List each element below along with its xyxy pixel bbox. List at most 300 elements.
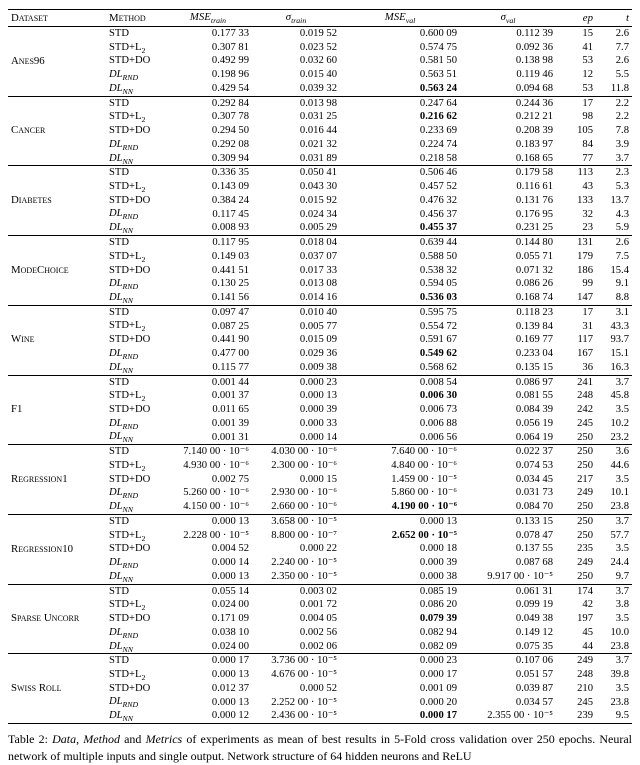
- value-cell-sigma-val: 0.049 38: [515, 613, 553, 625]
- value-cell-ep: 12: [582, 69, 593, 81]
- value-cell-mse-train: 0.292 08: [211, 138, 249, 150]
- value-cell-sigma-train: 4.676 00 · 10⁻⁵: [271, 669, 337, 681]
- value-cell-mse-train: 0.171 09: [211, 613, 249, 625]
- value-cell-mse-train: 0.024 00: [211, 640, 249, 652]
- value-cell-sigma-train: 0.004 05: [299, 613, 337, 625]
- value-cell-sigma-train: 2.436 00 · 10⁻⁵: [271, 710, 337, 722]
- value-cell-sigma-val: 0.086 26: [515, 278, 553, 290]
- method-label: STD+DO: [109, 334, 151, 346]
- value-cell-sigma-val: 0.133 15: [515, 516, 553, 528]
- value-cell-ep: 31: [582, 320, 593, 332]
- value-cell-sigma-train: 0.019 52: [299, 28, 337, 39]
- value-cell-mse-val: 0.457 52: [419, 181, 457, 193]
- value-cell-sigma-train: 0.029 36: [299, 347, 337, 359]
- value-cell-mse-train: 0.149 03: [211, 250, 249, 262]
- value-cell-ep: 179: [577, 250, 593, 262]
- value-cell-sigma-train: 0.005 77: [299, 320, 337, 332]
- method-label: $STD+L_2$: [109, 529, 146, 543]
- value-cell-mse-val: 0.581 50: [419, 55, 457, 67]
- value-cell-ep: 235: [577, 543, 593, 555]
- value-cell-sigma-val: 0.131 76: [515, 194, 553, 206]
- value-cell-sigma-train: 3.736 00 · 10⁻⁵: [271, 655, 337, 667]
- value-cell-ep: 250: [577, 501, 593, 513]
- method-label: STD+DO: [109, 613, 151, 625]
- value-cell-sigma-val: 0.071 32: [515, 264, 553, 276]
- method-label: $STD+L_2$: [109, 250, 146, 264]
- value-cell-mse-train: 0.012 37: [211, 682, 249, 694]
- value-cell-t: 3.5: [615, 543, 629, 555]
- value-cell-sigma-val: 0.081 55: [515, 390, 553, 402]
- caption-segment: of experiments as mean of best results in 5-Fold cross validation over 250 epochs. Neural network of multiple inputs and single output. Network structure of 64 hidden neurons and ReLU: [8, 732, 633, 764]
- value-cell-ep: 250: [577, 529, 593, 541]
- value-cell-t: 39.8: [610, 669, 629, 681]
- value-cell-t: 10.1: [610, 487, 629, 499]
- value-cell-t: 8.8: [615, 292, 629, 304]
- caption-segment: ,: [76, 732, 84, 747]
- value-cell-mse-train: 0.441 51: [211, 264, 249, 276]
- method-label: STD+DO: [109, 55, 151, 67]
- value-cell-mse-train: 0.292 84: [211, 97, 249, 109]
- method-label: $DL_{NN}$: [109, 82, 133, 96]
- method-label: STD: [109, 97, 130, 109]
- value-cell-sigma-train: 2.930 00 · 10⁻⁶: [271, 487, 337, 499]
- value-cell-sigma-val: 0.064 19: [515, 431, 553, 443]
- value-cell-sigma-train: 0.039 32: [299, 83, 337, 95]
- value-cell-mse-train: 0.309 94: [211, 152, 249, 164]
- method-label: $DL_{NN}$: [109, 501, 133, 515]
- value-cell-mse-val: 0.082 94: [419, 626, 457, 638]
- value-cell-mse-val: 0.006 30: [419, 390, 457, 402]
- method-label: $DL_{NN}$: [109, 640, 133, 654]
- value-cell-sigma-train: 0.043 30: [299, 181, 337, 193]
- value-cell-sigma-val: 0.135 15: [515, 361, 553, 373]
- value-cell-ep: 197: [577, 613, 593, 625]
- value-cell-ep: 250: [577, 446, 593, 458]
- value-cell-t: 45.8: [610, 390, 629, 402]
- value-cell-mse-val: 0.000 39: [419, 557, 457, 569]
- value-cell-ep: 23: [582, 222, 593, 234]
- value-cell-sigma-val: 0.112 39: [516, 28, 553, 39]
- value-cell-sigma-val: 0.168 74: [515, 292, 553, 304]
- method-label: STD: [109, 167, 130, 179]
- value-cell-mse-val: 0.554 72: [419, 320, 457, 332]
- value-cell-sigma-train: 0.000 22: [299, 543, 337, 555]
- dataset-label: Sparse Uncorr: [11, 612, 80, 625]
- value-cell-t: 3.5: [615, 473, 629, 485]
- value-cell-ep: 98: [582, 111, 593, 123]
- value-cell-t: 7.7: [615, 41, 629, 53]
- value-cell-mse-train: 0.143 09: [211, 181, 249, 193]
- value-cell-mse-train: 0.336 35: [211, 167, 249, 179]
- dataset-label: Anes96: [11, 54, 45, 67]
- column-header-sigma-train: $\sigma_{train}$: [285, 11, 307, 26]
- value-cell-mse-val: 0.536 03: [419, 292, 457, 304]
- value-cell-t: 11.8: [610, 83, 629, 95]
- value-cell-sigma-val: 0.061 31: [515, 585, 553, 597]
- method-label: $DL_{RND}$: [109, 626, 139, 640]
- value-cell-mse-val: 0.086 20: [419, 599, 457, 611]
- value-cell-sigma-train: 0.015 09: [299, 334, 337, 346]
- value-cell-sigma-val: 0.107 06: [515, 655, 553, 667]
- value-cell-t: 23.8: [610, 640, 629, 652]
- method-label: STD+DO: [109, 264, 151, 276]
- value-cell-sigma-train: 2.350 00 · 10⁻⁵: [271, 571, 337, 583]
- dataset-group: [8, 445, 632, 515]
- value-cell-sigma-val: 0.075 35: [515, 640, 553, 652]
- value-cell-mse-train: 0.001 37: [211, 390, 249, 402]
- value-cell-mse-val: 0.563 24: [419, 83, 457, 95]
- table-row: [8, 166, 632, 180]
- value-cell-ep: 217: [577, 473, 593, 485]
- column-header-ep: ep: [582, 12, 593, 24]
- method-label: STD: [109, 446, 130, 458]
- value-cell-t: 2.6: [615, 237, 629, 249]
- value-cell-t: 7.5: [615, 250, 629, 262]
- value-cell-sigma-val: 0.176 95: [515, 208, 553, 220]
- value-cell-mse-val: 0.006 56: [419, 431, 457, 443]
- value-cell-sigma-val: 0.074 53: [515, 460, 553, 472]
- value-cell-ep: 250: [577, 516, 593, 528]
- value-cell-mse-val: 4.190 00 · 10⁻⁶: [391, 501, 457, 513]
- table-header: [8, 10, 632, 27]
- value-cell-mse-val: 0.218 58: [419, 152, 457, 164]
- value-cell-ep: 43: [582, 181, 593, 193]
- value-cell-mse-train: 0.001 39: [211, 417, 249, 429]
- value-cell-sigma-val: 0.087 68: [515, 557, 553, 569]
- table-row: [8, 584, 632, 598]
- header-row: [8, 10, 632, 27]
- value-cell-ep: 77: [582, 152, 593, 164]
- value-cell-mse-val: 0.233 69: [419, 125, 457, 137]
- column-header-sigma-val: $\sigma_{val}$: [500, 11, 516, 26]
- value-cell-sigma-train: 0.010 40: [299, 306, 337, 318]
- value-cell-mse-val: 0.082 09: [419, 640, 457, 652]
- value-cell-sigma-val: 0.212 21: [515, 111, 553, 123]
- value-cell-t: 43.3: [610, 320, 629, 332]
- dataset-group: [8, 96, 632, 166]
- value-cell-mse-train: 0.000 14: [211, 557, 249, 569]
- column-header-mse-train: $MSE_{train}$: [189, 11, 227, 26]
- value-cell-ep: 174: [577, 585, 593, 597]
- value-cell-mse-val: 0.216 62: [419, 111, 457, 123]
- value-cell-t: 24.4: [610, 557, 629, 569]
- value-cell-mse-train: 7.140 00 · 10⁻⁶: [183, 446, 249, 458]
- value-cell-mse-val: 0.455 37: [419, 222, 457, 234]
- method-label: $DL_{RND}$: [109, 278, 139, 292]
- value-cell-sigma-train: 0.009 38: [299, 361, 337, 373]
- value-cell-sigma-train: 2.240 00 · 10⁻⁵: [271, 557, 337, 569]
- value-cell-sigma-val: 0.138 98: [515, 55, 553, 67]
- value-cell-mse-train: 4.150 00 · 10⁻⁶: [183, 501, 249, 513]
- dataset-group: [8, 236, 632, 306]
- value-cell-t: 3.7: [615, 585, 629, 597]
- value-cell-mse-val: 0.591 67: [419, 334, 457, 346]
- value-cell-sigma-train: 2.660 00 · 10⁻⁶: [271, 501, 337, 513]
- table-caption: [8, 731, 632, 765]
- table-row: [8, 96, 632, 110]
- value-cell-ep: 45: [582, 626, 593, 638]
- method-label: $DL_{NN}$: [109, 710, 133, 724]
- value-cell-t: 9.1: [615, 278, 629, 290]
- value-cell-ep: 131: [577, 237, 593, 249]
- value-cell-t: 16.3: [610, 361, 629, 373]
- value-cell-sigma-val: 0.179 58: [515, 167, 553, 179]
- method-label: $DL_{RND}$: [109, 68, 139, 83]
- value-cell-sigma-train: 0.000 14: [299, 431, 337, 443]
- value-cell-sigma-val: 2.355 00 · 10⁻⁵: [487, 710, 553, 722]
- value-cell-sigma-val: 0.078 47: [515, 529, 553, 541]
- value-cell-sigma-val: 0.039 87: [515, 682, 553, 694]
- dataset-group: [8, 584, 632, 654]
- value-cell-sigma-train: 0.000 52: [299, 682, 337, 694]
- caption-segment: Method: [83, 732, 120, 747]
- value-cell-t: 2.2: [615, 111, 629, 123]
- value-cell-mse-train: 0.141 56: [211, 292, 249, 304]
- value-cell-sigma-val: 0.116 61: [516, 181, 553, 193]
- value-cell-ep: 250: [577, 460, 593, 472]
- value-cell-ep: 42: [582, 599, 593, 611]
- value-cell-sigma-val: 0.084 39: [515, 404, 553, 415]
- value-cell-ep: 250: [577, 571, 593, 583]
- dataset-group: [8, 375, 632, 445]
- value-cell-sigma-train: 0.000 39: [299, 404, 337, 415]
- value-cell-t: 57.7: [610, 529, 629, 541]
- value-cell-mse-train: 0.492 99: [211, 55, 249, 67]
- results-table: [8, 9, 632, 724]
- column-header-dataset: Dataset: [11, 12, 48, 24]
- method-label: STD: [109, 306, 130, 318]
- value-cell-t: 5.3: [615, 181, 629, 193]
- value-cell-mse-val: 0.549 62: [419, 347, 457, 359]
- value-cell-mse-val: 0.000 18: [419, 543, 457, 555]
- value-cell-mse-train: 0.117 45: [212, 208, 249, 220]
- value-cell-sigma-val: 0.183 97: [515, 138, 553, 150]
- value-cell-ep: 249: [577, 557, 593, 569]
- value-cell-mse-val: 0.000 20: [419, 696, 457, 708]
- value-cell-ep: 44: [582, 640, 593, 652]
- table-row: [8, 515, 632, 529]
- value-cell-sigma-train: 0.000 23: [299, 376, 337, 388]
- value-cell-sigma-train: 0.018 04: [299, 237, 337, 249]
- value-cell-mse-val: 0.568 62: [419, 361, 457, 373]
- value-cell-mse-train: 0.004 52: [211, 543, 249, 555]
- method-label: STD+DO: [109, 682, 151, 694]
- value-cell-ep: 210: [577, 682, 593, 694]
- value-cell-mse-train: 0.000 13: [211, 516, 249, 528]
- value-cell-sigma-train: 0.017 33: [299, 264, 337, 276]
- value-cell-sigma-train: 0.013 98: [299, 97, 337, 109]
- value-cell-mse-val: 0.639 44: [419, 237, 457, 249]
- value-cell-mse-train: 0.011 65: [212, 404, 249, 415]
- value-cell-t: 3.8: [615, 599, 629, 611]
- value-cell-ep: 41: [582, 41, 593, 53]
- value-cell-t: 3.7: [615, 152, 629, 164]
- method-label: $DL_{NN}$: [109, 431, 133, 445]
- value-cell-sigma-val: 0.144 80: [515, 237, 553, 249]
- value-cell-mse-val: 0.000 13: [419, 516, 457, 528]
- value-cell-sigma-train: 4.030 00 · 10⁻⁶: [271, 446, 337, 458]
- value-cell-sigma-val: 0.055 71: [515, 250, 553, 262]
- value-cell-t: 3.5: [615, 404, 629, 415]
- value-cell-mse-train: 2.228 00 · 10⁻⁵: [183, 529, 249, 541]
- value-cell-mse-train: 0.130 25: [211, 278, 249, 290]
- value-cell-sigma-val: 0.119 46: [516, 69, 553, 81]
- caption-segment: Table 2:: [8, 732, 53, 747]
- value-cell-mse-val: 0.600 09: [419, 28, 457, 39]
- value-cell-sigma-val: 0.031 73: [515, 487, 553, 499]
- value-cell-sigma-train: 0.021 32: [299, 138, 337, 150]
- value-cell-sigma-val: 0.168 65: [515, 152, 553, 164]
- value-cell-sigma-val: 0.118 23: [516, 306, 553, 318]
- method-label: $STD+L_2$: [109, 180, 146, 195]
- dataset-label: Cancer: [11, 124, 46, 137]
- value-cell-sigma-train: 2.300 00 · 10⁻⁶: [271, 460, 337, 472]
- value-cell-t: 2.3: [615, 167, 629, 179]
- value-cell-sigma-train: 0.014 16: [299, 292, 337, 304]
- value-cell-mse-val: 0.506 46: [419, 167, 457, 179]
- method-label: $DL_{RND}$: [109, 556, 139, 571]
- method-label: STD+DO: [109, 473, 151, 485]
- value-cell-mse-train: 0.429 54: [211, 83, 249, 95]
- value-cell-sigma-train: 0.031 25: [299, 111, 337, 123]
- method-label: STD+DO: [109, 404, 151, 415]
- table-row: [8, 445, 632, 459]
- value-cell-sigma-val: 0.169 77: [515, 334, 553, 346]
- value-cell-mse-val: 0.006 73: [419, 404, 457, 415]
- method-label: $STD+L_2$: [109, 41, 146, 55]
- value-cell-ep: 15: [582, 28, 593, 39]
- value-cell-sigma-train: 0.037 07: [299, 250, 337, 262]
- value-cell-mse-val: 0.594 05: [419, 278, 457, 290]
- value-cell-sigma-train: 0.024 34: [299, 208, 337, 220]
- value-cell-t: 44.6: [610, 460, 629, 472]
- value-cell-mse-val: 0.574 75: [419, 41, 457, 53]
- value-cell-ep: 105: [577, 125, 593, 137]
- value-cell-sigma-val: 0.233 04: [515, 347, 553, 359]
- value-cell-mse-val: 0.079 39: [419, 613, 457, 625]
- value-cell-mse-val: 0.595 75: [419, 306, 457, 318]
- method-label: $STD+L_2$: [109, 111, 146, 125]
- value-cell-ep: 249: [577, 487, 593, 499]
- value-cell-t: 23.8: [610, 501, 629, 513]
- method-label: STD+DO: [109, 543, 151, 555]
- value-cell-mse-train: 0.000 13: [211, 571, 249, 583]
- value-cell-mse-val: 0.588 50: [419, 250, 457, 262]
- method-label: $STD+L_2$: [109, 459, 146, 473]
- value-cell-t: 15.1: [610, 347, 629, 359]
- method-label: $STD+L_2$: [109, 320, 146, 334]
- value-cell-t: 10.2: [610, 417, 629, 429]
- value-cell-ep: 17: [582, 97, 593, 109]
- value-cell-t: 3.6: [615, 446, 629, 458]
- method-label: STD+DO: [109, 194, 151, 206]
- method-label: STD: [109, 28, 130, 39]
- value-cell-mse-val: 4.840 00 · 10⁻⁶: [391, 460, 457, 472]
- value-cell-mse-train: 5.260 00 · 10⁻⁶: [183, 487, 249, 499]
- dataset-label: F1: [11, 403, 23, 416]
- value-cell-t: 3.7: [615, 376, 629, 388]
- method-label: STD: [109, 516, 130, 528]
- method-label: STD: [109, 376, 130, 388]
- column-header-t: t: [626, 12, 629, 24]
- value-cell-ep: 250: [577, 431, 593, 443]
- value-cell-mse-val: 5.860 00 · 10⁻⁶: [391, 487, 457, 499]
- value-cell-mse-val: 0.000 17: [419, 710, 457, 722]
- value-cell-mse-val: 0.456 37: [419, 208, 457, 220]
- value-cell-ep: 113: [577, 167, 593, 179]
- method-label: STD: [109, 237, 130, 249]
- method-label: STD: [109, 655, 130, 667]
- value-cell-mse-train: 0.117 95: [212, 237, 249, 249]
- value-cell-sigma-train: 0.002 56: [299, 626, 337, 638]
- caption-segment: and: [119, 732, 146, 747]
- value-cell-mse-val: 0.006 88: [419, 417, 457, 429]
- value-cell-t: 4.3: [615, 208, 629, 220]
- value-cell-sigma-val: 0.094 68: [515, 83, 553, 95]
- method-label: $DL_{RND}$: [109, 138, 139, 152]
- value-cell-mse-val: 7.640 00 · 10⁻⁶: [391, 446, 457, 458]
- value-cell-ep: 248: [577, 669, 593, 681]
- value-cell-sigma-val: 0.092 36: [515, 41, 553, 53]
- value-cell-mse-val: 0.224 74: [419, 138, 457, 150]
- value-cell-ep: 147: [577, 292, 593, 304]
- value-cell-t: 3.7: [615, 655, 629, 667]
- value-cell-t: 23.8: [610, 696, 629, 708]
- value-cell-mse-val: 0.085 19: [419, 585, 457, 597]
- value-cell-mse-train: 0.001 44: [211, 376, 249, 388]
- value-cell-mse-train: 4.930 00 · 10⁻⁶: [183, 460, 249, 472]
- method-label: $DL_{NN}$: [109, 570, 133, 584]
- value-cell-sigma-val: 0.137 55: [515, 543, 553, 555]
- value-cell-sigma-train: 0.000 33: [299, 417, 337, 429]
- value-cell-mse-train: 0.384 24: [211, 194, 249, 206]
- value-cell-t: 13.7: [610, 194, 629, 206]
- value-cell-mse-train: 0.055 14: [211, 585, 249, 597]
- value-cell-mse-train: 0.294 50: [211, 125, 249, 137]
- value-cell-sigma-train: 3.658 00 · 10⁻⁵: [271, 516, 337, 528]
- value-cell-mse-train: 0.097 47: [211, 306, 249, 318]
- value-cell-sigma-train: 0.013 08: [299, 278, 337, 290]
- value-cell-sigma-val: 0.022 37: [515, 446, 553, 458]
- method-label: $DL_{NN}$: [109, 361, 133, 375]
- value-cell-mse-train: 0.000 13: [211, 669, 249, 681]
- value-cell-sigma-val: 0.231 25: [515, 222, 553, 234]
- value-cell-ep: 241: [577, 376, 593, 388]
- value-cell-sigma-train: 0.000 15: [299, 473, 337, 485]
- value-cell-ep: 53: [582, 55, 593, 67]
- method-label: $DL_{NN}$: [109, 222, 133, 236]
- method-label: $DL_{RND}$: [109, 487, 139, 501]
- value-cell-t: 9.7: [615, 571, 629, 583]
- value-cell-t: 3.9: [615, 138, 629, 150]
- value-cell-mse-val: 1.459 00 · 10⁻⁵: [391, 473, 457, 485]
- value-cell-sigma-train: 0.003 02: [299, 585, 337, 597]
- table-row: [8, 27, 632, 41]
- method-label: STD+DO: [109, 125, 151, 137]
- value-cell-mse-val: 0.563 51: [419, 69, 457, 81]
- value-cell-sigma-val: 0.086 97: [515, 376, 553, 388]
- value-cell-mse-train: 0.307 81: [211, 41, 249, 53]
- value-cell-t: 15.4: [610, 264, 629, 276]
- dataset-label: Regression10: [11, 542, 74, 555]
- value-cell-sigma-train: 0.005 29: [299, 222, 337, 234]
- value-cell-ep: 53: [582, 83, 593, 95]
- dataset-label: Swiss Roll: [11, 682, 62, 695]
- dataset-group: [8, 166, 632, 236]
- value-cell-sigma-val: 0.051 57: [515, 669, 553, 681]
- table-row: [8, 305, 632, 319]
- dataset-label: Diabetes: [11, 194, 52, 207]
